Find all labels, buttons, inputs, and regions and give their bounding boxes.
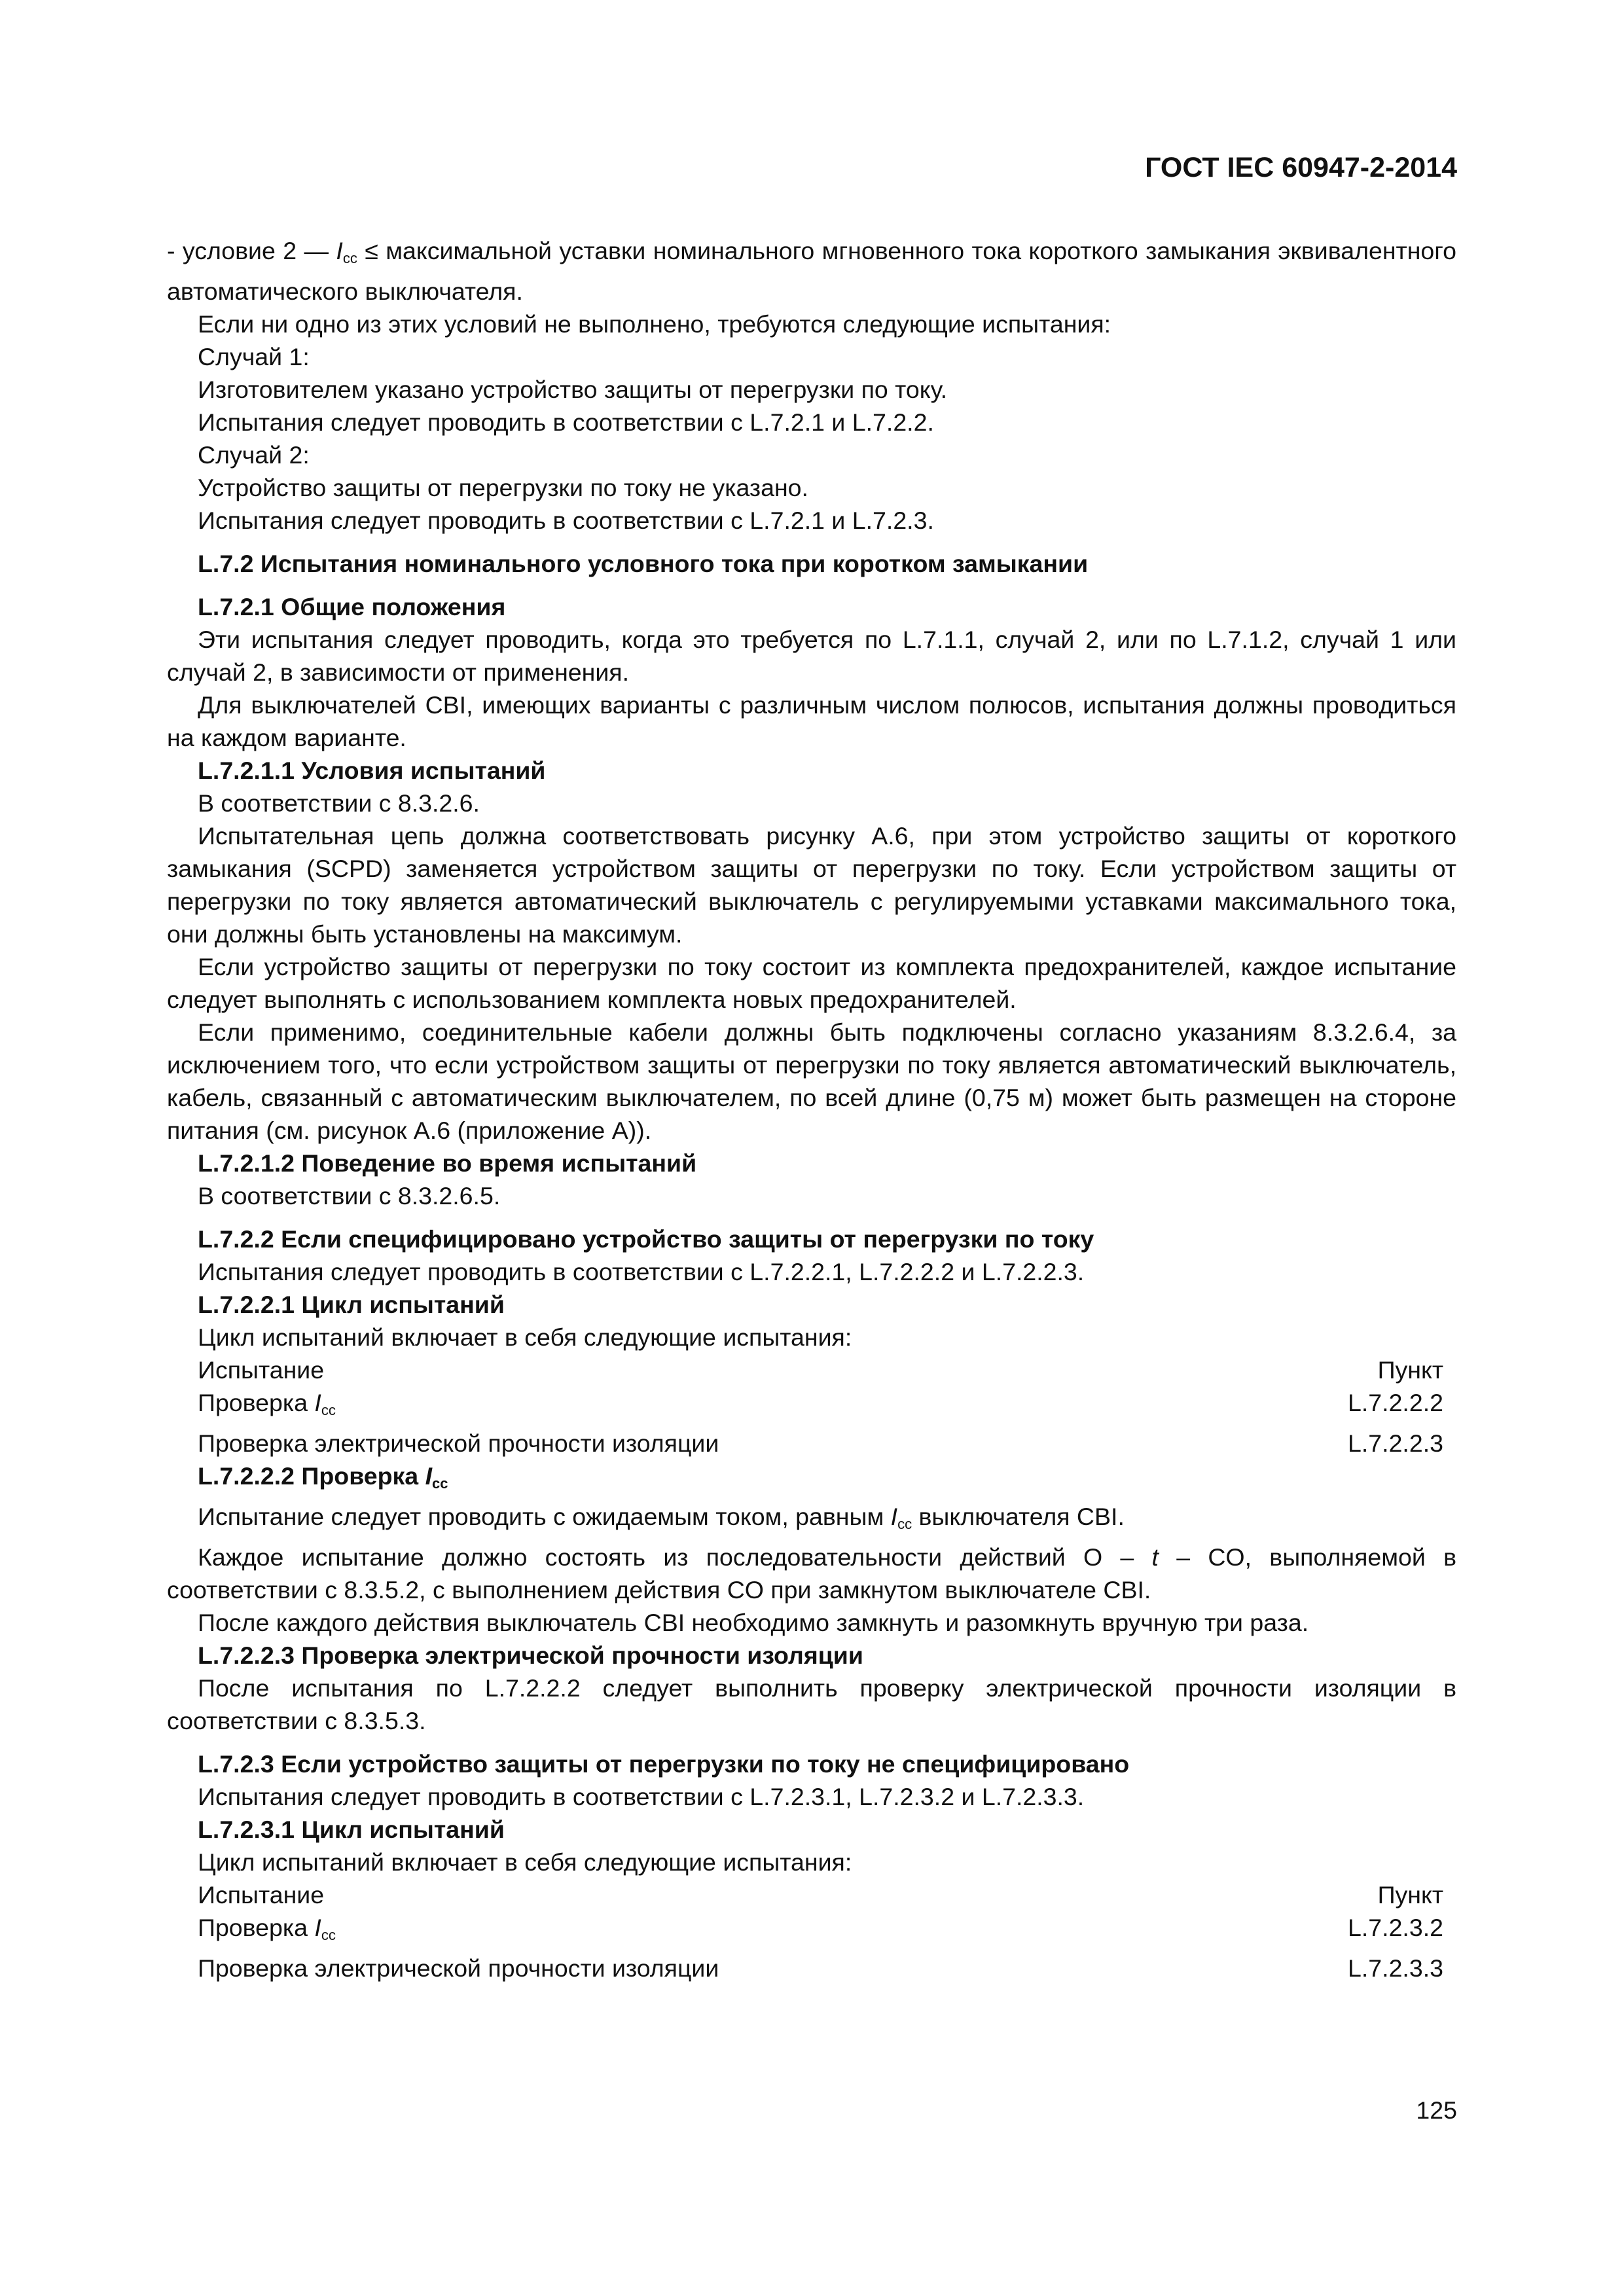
paragraph: В соответствии с 8.3.2.6.5. — [198, 1182, 501, 1210]
paragraph: Если устройство защиты от перегрузки по току состоит из комплекта предохранителей, каждое испытание следует выполнять с использованием комплекта новых предохранителей. — [167, 953, 1456, 1013]
paragraph: Если применимо, соединительные кабели должны быть подключены согласно указаниям 8.3.2.6.4, за исключением того, что если устройством защиты от перегрузки по току является автоматический выключатель, кабель, связанный с автоматическим выключателем, по всей длине (0,75 м) может быть размещен на стороне питания (см. рисунок A.6 (приложение A)). — [167, 1018, 1456, 1144]
case-1-description: Изготовителем указано устройство защиты от перегрузки по току. — [198, 376, 948, 403]
case-1-tests: Испытания следует проводить в соответствии с L.7.2.1 и L.7.2.2. — [198, 408, 934, 436]
case-2-description: Устройство защиты от перегрузки по току не указано. — [198, 474, 808, 501]
case-1-label: Случай 1: — [198, 343, 310, 370]
case-2-tests: Испытания следует проводить в соответствии с L.7.2.1 и L.7.2.3. — [198, 507, 934, 534]
paragraph: В соответствии с 8.3.2.6. — [198, 789, 480, 817]
section-heading-L7223: L.7.2.2.3 Проверка электрической прочности изоляции — [198, 1641, 863, 1669]
section-heading-L721: L.7.2.1 Общие положения — [198, 593, 506, 620]
document-body — [167, 234, 1456, 1984]
condition-2: - условие 2 — $I_{cc}$ ≤ максимальной уставки номинального мгновенного тока короткого замыкания эквивалентного автоматического выключателя. — [167, 237, 1456, 305]
paragraph: Для выключателей CBI, имеющих варианты с различным числом полюсов, испытания должны проводиться на каждом варианте. — [167, 691, 1456, 751]
test-table-row: Проверка $I_{cc}$ L.7.2.3.2 — [198, 1914, 1443, 1943]
test-table-row: Проверка электрической прочности изоляции L.7.2.2.3 — [198, 1429, 1443, 1457]
test-table-row: Проверка электрической прочности изоляции L.7.2.3.3 — [198, 1954, 1443, 1982]
section-heading-L7211: L.7.2.1.1 Условия испытаний — [198, 757, 546, 784]
paragraph: Испытания следует проводить в соответствии с L.7.2.3.1, L.7.2.3.2 и L.7.2.3.3. — [198, 1783, 1085, 1810]
section-heading-L7231: L.7.2.3.1 Цикл испытаний — [198, 1816, 505, 1843]
paragraph: Если ни одно из этих условий не выполнено, требуются следующие испытания: — [198, 310, 1111, 338]
section-heading-L7212: L.7.2.1.2 Поведение во время испытаний — [198, 1149, 697, 1177]
document-header: ГОСТ IEC 60947-2-2014 — [1145, 152, 1457, 183]
page-number: 125 — [1416, 2096, 1457, 2124]
paragraph: После испытания по L.7.2.2.2 следует выполнить проверку электрической прочности изоляции в соответствии с 8.3.5.3. — [167, 1674, 1456, 1734]
paragraph: После каждого действия выключатель CBI необходимо замкнуть и разомкнуть вручную три раза. — [198, 1609, 1309, 1636]
paragraph: Испытательная цепь должна соответствовать рисунку A.6, при этом устройство защиты от короткого замыкания (SCPD) заменяется устройством защиты от перегрузки по току. Если устройством защиты от перегрузки по току является автоматический выключатель с регулируемыми уставками максимального тока, они должны быть установлены на максимум. — [167, 822, 1456, 948]
paragraph: Цикл испытаний включает в себя следующие испытания: — [198, 1323, 852, 1351]
section-heading-L722: L.7.2.2 Если специфицировано устройство защиты от перегрузки по току — [198, 1225, 1094, 1253]
test-table-header: Испытание Пункт — [198, 1356, 1443, 1384]
case-2-label: Случай 2: — [198, 441, 310, 469]
section-heading-L72: L.7.2 Испытания номинального условного тока при коротком замыкании — [198, 550, 1089, 577]
paragraph: Каждое испытание должно состоять из последовательности действий O – t – CO, выполняемой в соответствии с 8.3.5.2, с выполнением действия CO при замкнутом выключателе CBI. — [167, 1543, 1457, 1604]
section-heading-L723: L.7.2.3 Если устройство защиты от перегрузки по току не специфицировано — [198, 1750, 1130, 1778]
paragraph: Испытание следует проводить с ожидаемым током, равным $I_{cc}$ выключателя CBI. — [198, 1503, 1125, 1532]
test-table-row: Проверка $I_{cc}$ L.7.2.2.2 — [198, 1389, 1443, 1418]
paragraph: Испытания следует проводить в соответствии с L.7.2.2.1, L.7.2.2.2 и L.7.2.2.3. — [198, 1258, 1085, 1285]
paragraph: Цикл испытаний включает в себя следующие испытания: — [198, 1848, 852, 1876]
test-table-header: Испытание Пункт — [198, 1881, 1443, 1909]
section-heading-L7221: L.7.2.2.1 Цикл испытаний — [198, 1291, 505, 1318]
paragraph: Эти испытания следует проводить, когда это требуется по L.7.1.1, случай 2, или по L.7.1.2, случай 1 или случай 2, в зависимости от применения. — [167, 626, 1456, 686]
section-heading-L7222: L.7.2.2.2 Проверка $I_{cc}$ — [198, 1462, 448, 1492]
